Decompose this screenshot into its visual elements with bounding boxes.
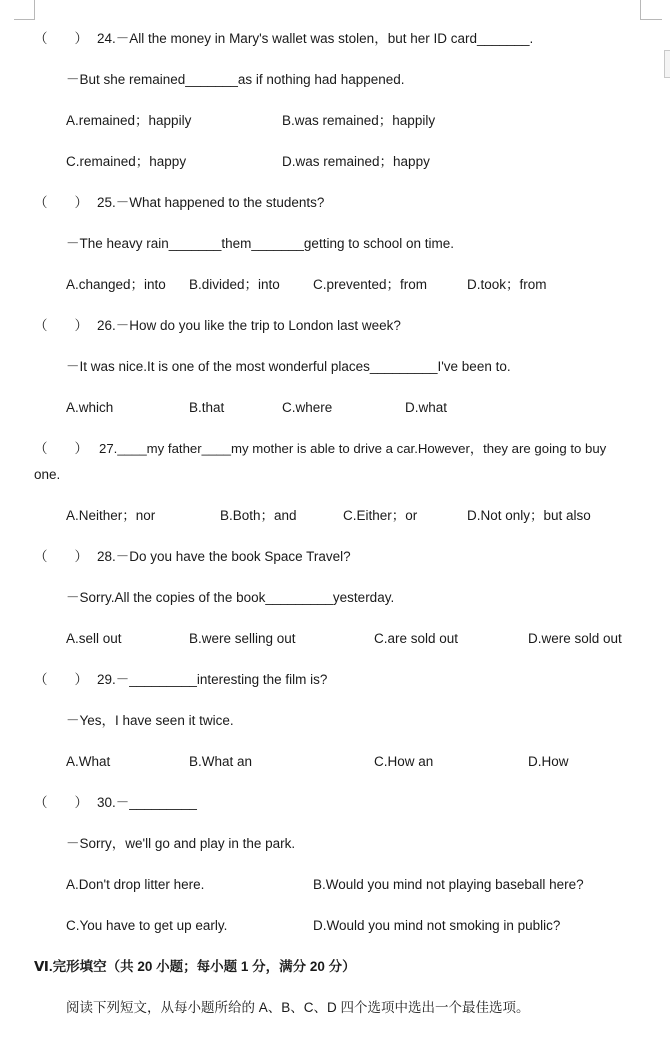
q25-reply: －The heavy rain_______them_______getting to school on time. <box>66 236 455 251</box>
q30-reply: －Sorry，we'll go and play in the park. <box>66 836 296 851</box>
q25-option-c: C.prevented；from <box>313 277 428 292</box>
section-instruction: 阅读下列短文，从每小题所给的 A、B、C、D 四个选项中选出一个最佳选项。 <box>66 1000 530 1015</box>
q24-paren: （ ） <box>34 31 88 46</box>
q30-option-c: C.You have to get up early. <box>66 918 228 933</box>
q24-option-a: A.remained；happily <box>66 113 192 128</box>
q29-option-c: C.How an <box>374 754 434 769</box>
q24-option-c: C.remained；happy <box>66 154 187 169</box>
page-corner-mark-left-h <box>14 19 35 20</box>
q25-option-a: A.changed；into <box>66 277 166 292</box>
q28-option-b: B.were selling out <box>189 631 296 646</box>
q27-option-c: C.Either；or <box>343 508 418 523</box>
q28-option-d: D.were sold out <box>528 631 622 646</box>
q24-reply: －But she remained_______as if nothing had happened. <box>66 72 405 87</box>
q27-option-a: A.Neither；nor <box>66 508 156 523</box>
q30-option-a: A.Don't drop litter here. <box>66 877 205 892</box>
q27-prompt: 27.____my father____my mother is able to drive a car.However，they are going to buy <box>99 441 607 456</box>
q26-paren: （ ） <box>34 318 88 333</box>
q28-reply: －Sorry.All the copies of the book_________yesterday. <box>66 590 395 605</box>
q26-option-d: D.what <box>405 400 448 415</box>
q26-option-b: B.that <box>189 400 225 415</box>
q29-reply: －Yes，I have seen it twice. <box>66 713 234 728</box>
q26-prompt: 26.－How do you like the trip to London last week? <box>97 318 401 333</box>
q29-option-b: B.What an <box>189 754 253 769</box>
q25-paren: （ ） <box>34 195 88 210</box>
page-corner-mark-right-h <box>640 19 662 20</box>
q28-prompt: 28.－Do you have the book Space Travel? <box>97 549 351 564</box>
q30-option-d: D.Would you mind not smoking in public? <box>313 918 561 933</box>
q30-option-b: B.Would you mind not playing baseball here? <box>313 877 584 892</box>
q25-option-b: B.divided；into <box>189 277 280 292</box>
q27-option-b: B.Both；and <box>220 508 297 523</box>
scrollbar-thumb[interactable] <box>664 50 670 78</box>
page-corner-mark-left <box>34 0 35 20</box>
q29-paren: （ ） <box>34 672 88 687</box>
q29-option-d: D.How <box>528 754 569 769</box>
q27-paren: （ ） <box>34 441 88 456</box>
q27-prompt-continued: one. <box>34 467 61 482</box>
q24-option-d: D.was remained；happy <box>282 154 430 169</box>
q29-option-a: A.What <box>66 754 111 769</box>
q30-paren: （ ） <box>34 795 88 810</box>
q28-paren: （ ） <box>34 549 88 564</box>
section-heading: Ⅵ.完形填空（共 20 小题；每小题 1 分，满分 20 分） <box>34 959 356 974</box>
page-corner-mark-right <box>640 0 641 20</box>
q25-prompt: 25.－What happened to the students? <box>97 195 325 210</box>
q28-option-c: C.are sold out <box>374 631 459 646</box>
q24-prompt: 24.－All the money in Mary's wallet was stolen，but her ID card_______. <box>97 31 534 46</box>
q26-reply: －It was nice.It is one of the most wonderful places_________I've been to. <box>66 359 511 374</box>
q27-option-d: D.Not only；but also <box>467 508 591 523</box>
q24-option-b: B.was remained；happily <box>282 113 436 128</box>
q28-option-a: A.sell out <box>66 631 122 646</box>
q29-prompt: 29.－_________interesting the film is? <box>97 672 328 687</box>
q25-option-d: D.took；from <box>467 277 547 292</box>
q30-prompt: 30.－_________ <box>97 795 197 810</box>
q26-option-a: A.which <box>66 400 114 415</box>
q26-option-c: C.where <box>282 400 333 415</box>
